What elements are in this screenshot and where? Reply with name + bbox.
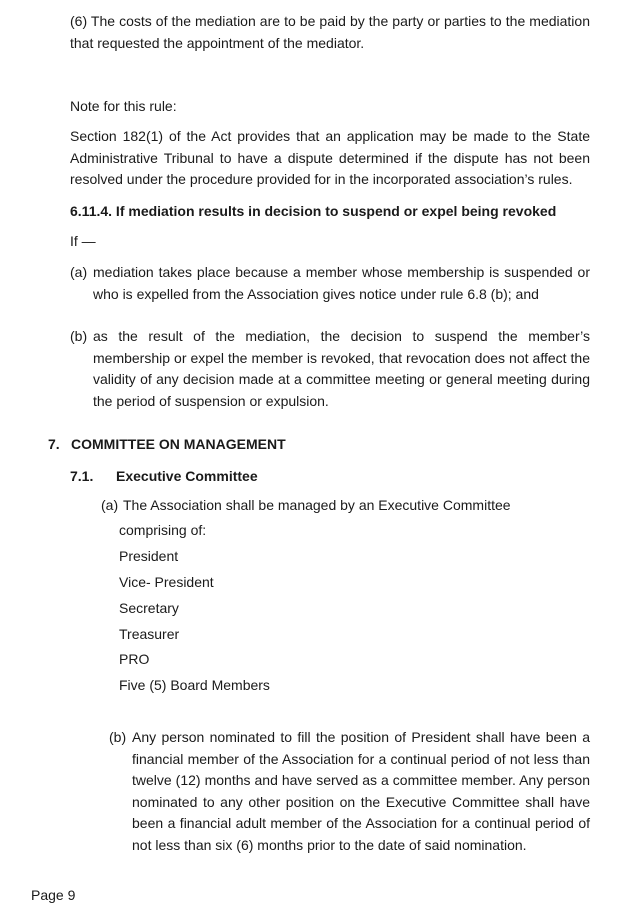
rule-7-1-heading: Executive Committee xyxy=(116,468,258,484)
page-number: Page 9 xyxy=(31,887,76,903)
rule-7-1-a-line1: The Association shall be managed by an Executive Committee xyxy=(123,497,511,513)
rule-7-1-b xyxy=(109,727,590,856)
rule-7-1-b-label: (b) xyxy=(109,729,127,745)
section-7-heading: COMMITTEE ON MANAGEMENT xyxy=(71,436,286,452)
item-b-text: as the result of the mediation, the decision to suspend the member’s membership or expel the member is revoked, that revocation does not affect the validity of any decision made at a committee meeting or general meeting during the period of suspension or expulsion. xyxy=(93,328,590,409)
rule-7-1-b-text: Any person nominated to fill the position of President shall have been a financial member of the Association for a continual period of not less than twelve (12) months and have served as a committee member. Any person nominated to any other position on the Executive Committee shall have been a financial adult member of the Association for a continual period of not less than six (6) months prior to the date of said nomination. xyxy=(132,729,590,853)
item-a-label: (a) xyxy=(70,264,88,280)
clause-6-text: (6) The costs of the mediation are to be paid by the party or parties to the mediation that requested the appointment of the mediator. xyxy=(70,13,590,51)
rule-7-1-a-label: (a) xyxy=(101,497,119,513)
item-a-text: mediation takes place because a member whose membership is suspended or who is expelled from the Association gives notice under rule 6.8 (b); and xyxy=(93,264,590,302)
position-item: PRO xyxy=(119,651,150,667)
list-item-b xyxy=(70,326,590,412)
if-text: If — xyxy=(70,233,96,249)
rule-7-1-a-line2: comprising of: xyxy=(119,522,207,538)
list-item-a xyxy=(70,262,590,305)
position-item: President xyxy=(119,548,179,564)
position-item: Treasurer xyxy=(119,626,180,642)
position-item: Secretary xyxy=(119,600,179,616)
position-item: Five (5) Board Members xyxy=(119,677,270,693)
note-label: Note for this rule: xyxy=(70,98,177,114)
item-b-label: (b) xyxy=(70,328,88,344)
note-text: Section 182(1) of the Act provides that an application may be made to the State Administrative Tribunal to have a dispute determined if the dispute has not been resolved under the procedure provided for in the incorporated association’s rules. xyxy=(70,128,590,187)
section-7-number: 7. xyxy=(48,436,60,452)
rule-7-1-number: 7.1. xyxy=(70,468,94,484)
rule-6-11-4-heading: 6.11.4. If mediation results in decision to suspend or expel being revoked xyxy=(70,203,557,219)
position-item: Vice- President xyxy=(119,574,214,590)
